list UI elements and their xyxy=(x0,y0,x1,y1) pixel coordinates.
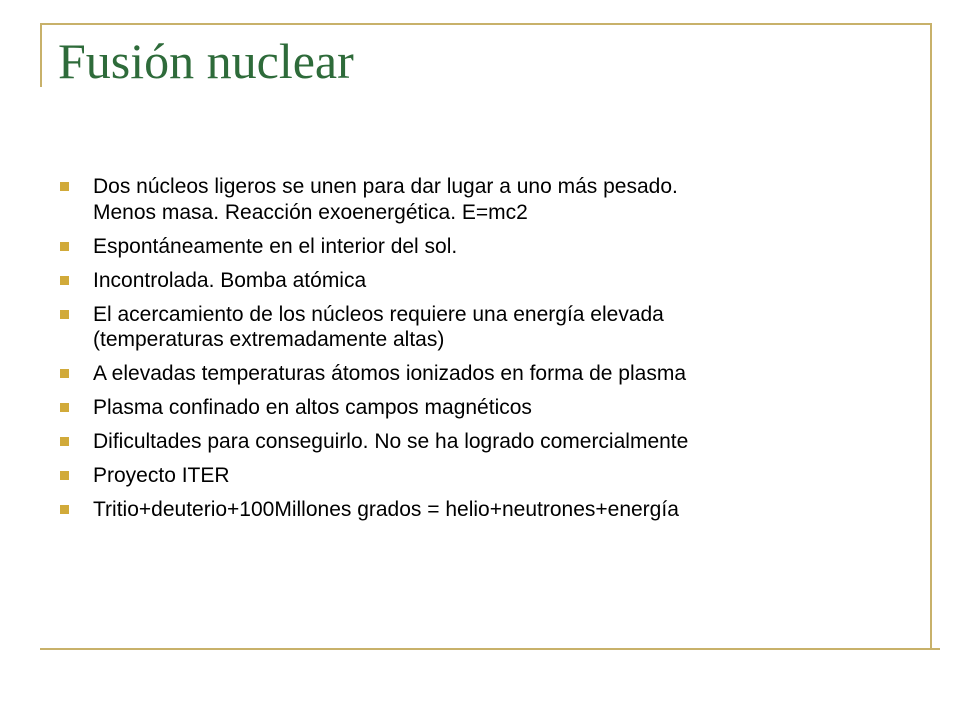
bullet-item xyxy=(60,395,900,421)
square-bullet-icon xyxy=(60,369,69,378)
bullet-item xyxy=(60,268,900,294)
square-bullet-icon xyxy=(60,403,69,412)
bullet-text-line: El acercamiento de los núcleos requiere una energía elevada xyxy=(93,302,664,326)
bullet-text-line: Menos masa. Reacción exoenergética. E=mc2 xyxy=(93,200,528,224)
square-bullet-icon xyxy=(60,310,69,319)
frame-line-right xyxy=(930,23,932,650)
bullet-list xyxy=(60,174,900,531)
square-bullet-icon xyxy=(60,182,69,191)
bullet-text-line: Tritio+deuterio+100Millones grados = helio+neutrones+energía xyxy=(93,498,679,521)
bullet-item xyxy=(60,174,900,225)
bullet-item xyxy=(60,234,900,260)
bullet-item xyxy=(60,429,900,455)
bullet-item xyxy=(60,497,900,523)
bullet-item xyxy=(60,463,900,489)
square-bullet-icon xyxy=(60,437,69,446)
bullet-text-line: Plasma confinado en altos campos magnéticos xyxy=(93,396,532,419)
square-bullet-icon xyxy=(60,276,69,285)
frame-line-top xyxy=(40,23,932,25)
square-bullet-icon xyxy=(60,471,69,480)
bullet-text-line: A elevadas temperaturas átomos ionizados en forma de plasma xyxy=(93,362,686,385)
slide-title: Fusión nuclear xyxy=(58,33,354,89)
frame-line-bottom xyxy=(40,648,940,650)
bullet-text-line: Espontáneamente en el interior del sol. xyxy=(93,234,458,258)
bullet-text-line: Dificultades para conseguirlo. No se ha logrado comercialmente xyxy=(93,430,689,453)
bullet-text-line: (temperaturas extremadamente altas) xyxy=(93,328,445,351)
square-bullet-icon xyxy=(60,242,69,251)
square-bullet-icon xyxy=(60,505,69,514)
bullet-text-line: Dos núcleos ligeros se unen para dar lugar a uno más pesado. xyxy=(93,175,678,198)
bullet-text-line: Incontrolada. Bomba atómica xyxy=(93,268,367,292)
bullet-item xyxy=(60,302,900,353)
frame-line-left xyxy=(40,23,42,87)
bullet-item xyxy=(60,361,900,387)
bullet-text-line: Proyecto ITER xyxy=(93,464,230,487)
